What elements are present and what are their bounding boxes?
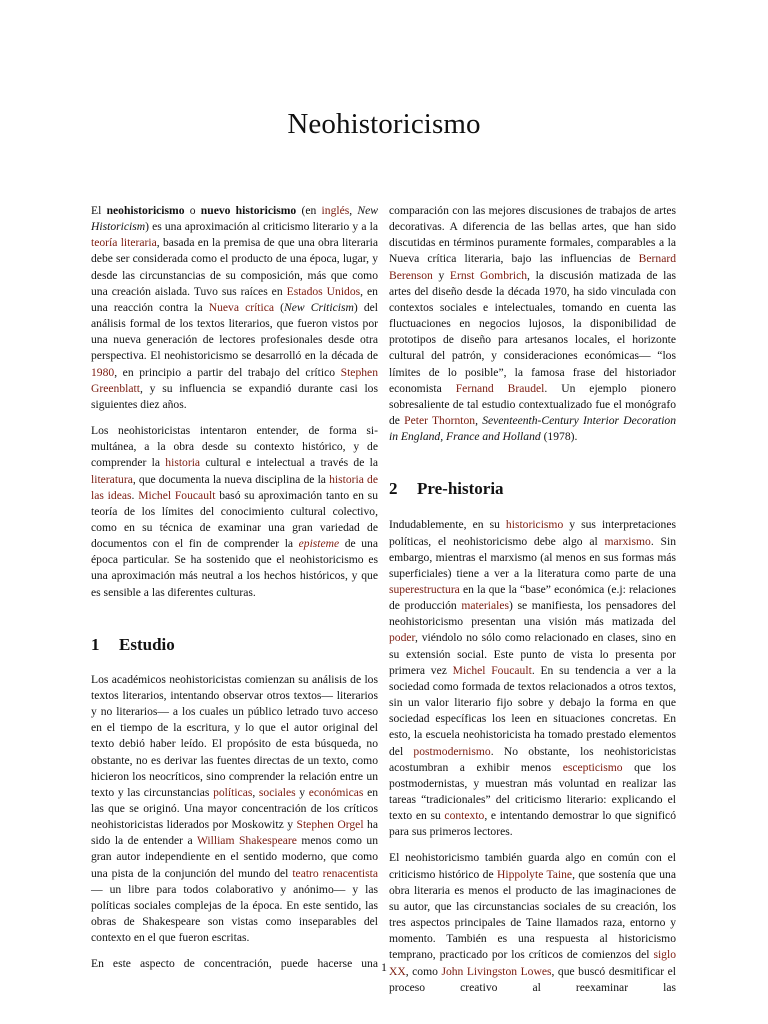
link-estados-unidos[interactable]: Estados Unidos: [286, 284, 361, 298]
link-teoria-literaria[interactable]: teoría literaria: [91, 236, 157, 250]
link-sociales[interactable]: sociales: [258, 785, 296, 799]
page-number: 1: [381, 960, 387, 974]
link-1980[interactable]: 1980: [91, 365, 115, 379]
link-escepticismo[interactable]: escepticismo: [562, 760, 623, 774]
section-1-heading: 1 Estudio: [91, 634, 175, 654]
link-materiales[interactable]: materiales: [461, 599, 509, 613]
link-postmodernismo[interactable]: postmodernismo: [413, 744, 491, 758]
section-1-paragraph-2-start: En este aspecto de concentración, puede hacerse una: [91, 957, 378, 971]
left-column: [91, 203, 378, 973]
intro-paragraph-1: El neohistoricismo o nuevo historicismo (en inglés, New Historicism) es una aproximación al criticismo literario y a la teoría literaria, basada en la premisa de que una obra literaria debe ser considerada como el producto de una época, lugar, y desde las circunstancias de su composición, más que como una creación aislada. Tuvo sus raíces en Estados Unidos, en una reacción contra la Nueva crítica (New Criticism) del análisis formal de los textos literarios, que fueron vistos por una nueva generación de lectores profesionales desde otra perspectiva. El neohistoricismo se desarrolló en la década de 1980, en principio a partir del trabajo del crítico Stephen Greenblatt, y su influencia se expandió durante casi los siguientes diez años.: [91, 204, 379, 411]
link-superestructura[interactable]: superestructura: [389, 582, 460, 596]
link-historicismo[interactable]: historicismo: [505, 518, 564, 532]
section-2-paragraph-1: Indudablemente, en su historicismo y sus interpretaciones políticas, el neohistoricismo debe algo al marxismo. Sin embargo, mientras el marxismo (al menos en sus formas más superficiales) tiene a ver a la literatura como parte de una superestructura en la que la “base” económica (e.j: relaciones de producción materiales) se manifiesta, los pensadores del neohistoricismo presentan una visión más matizada del poder, viéndolo no sólo como relacionado en clases, sino en su extensión social. Este punto de vista lo presenta por primera vez Michel Foucault. En su tendencia a ver a la sociedad como formada de textos relacionados a otros textos, sin un valor literario fijo sobre y debajo la forma en que sociedad específicas los leen en situaciones concretas. En esto, la escuela neohistoricista ha tomado prestado elementos del postmodernismo. No obstante, los neohistoricistas acostumbran a exhibir menos escepticismo que los postmodernistas, y muestran más voluntad en realizar las tareas “tradicionales” del criticismo literario: explicando el texto en su contexto, e intentando demostrar lo que significó para sus primeros lectores.: [389, 518, 677, 839]
link-michel-foucault[interactable]: Michel Foucault: [138, 488, 216, 502]
link-literatura[interactable]: literatura: [91, 472, 133, 486]
link-economicas[interactable]: económicas: [308, 785, 364, 799]
link-historia[interactable]: historia: [165, 456, 201, 470]
right-column: [389, 203, 676, 996]
link-nueva-critica[interactable]: Nueva crítica: [208, 300, 275, 314]
section-1-paragraph-1: Los académicos neohistoricistas comienzan su análisis de los textos literarios, intentando observar otros textos— literarios y no literarios— a los cuales un público letrado tuvo acceso en el tiempo de la escritura, y lo que el autor original del texto debió haber leído. El propósito de esta búsqueda, no obstante, no es derivar las fuentes directas de un texto, como hicieron los neocríticos, sino comprender la relación entre un texto y las circunstancias políticas, sociales y económicas en las que se originó. Una mayor concentración de los críticos neohistoricistas liderados por Moskowitz y Stephen Orgel ha sido la de entender a William Shakespeare menos como un gran autor independiente en el sentido moderno, que como una pista de la conjunción del mundo del teatro renacentista— un libre para todos colaborativo y anónimo— y las políticas sociales complejas de la época. En este sentido, las obras de Shakespeare son vistas como inseparables del contexto en el que fueron escritas.: [91, 672, 379, 945]
link-ernst-gombrich[interactable]: Ernst Gombrich: [449, 268, 528, 282]
link-marxismo[interactable]: marxismo: [604, 534, 651, 548]
link-william-shakespeare[interactable]: William Shakespeare: [196, 834, 297, 848]
link-poder[interactable]: poder: [389, 631, 415, 645]
link-john-livingston-lowes[interactable]: John Livingston Lowes: [441, 964, 552, 978]
link-peter-thornton[interactable]: Peter Thornton: [404, 414, 476, 428]
link-politicas[interactable]: políticas: [213, 785, 253, 799]
link-siglo-xx[interactable]: siglo XX: [389, 948, 676, 978]
link-contexto[interactable]: contexto: [444, 809, 485, 823]
link-teatro-renacentista[interactable]: teatro renacentista: [292, 866, 378, 880]
link-fernand-braudel[interactable]: Fernand Braudel: [455, 381, 545, 395]
link-historia-de-las-ideas[interactable]: historia de las ideas: [91, 472, 378, 502]
link-michel-foucault-2[interactable]: Michel Foucault: [452, 663, 532, 677]
link-ingles[interactable]: inglés: [321, 204, 350, 217]
section-2-paragraph-2: El neohistoricismo también guarda algo en común con el criticismo histórico de Hippolyte Taine, que sostenía que una obra literaria es menos el producto de las imaginaciones de su autor, que las circunstancias sociales de su creación, los tres aspectos principales de Taine llamados raza, entorno y momento. También es una respuesta al historicismo temprano, practicado por los críticos de comienzos del siglo XX, como John Livingston Lowes, que buscó desmitificar el proceso creativo al reexaminar las: [389, 851, 676, 994]
link-bernard-berenson[interactable]: Bernard Berenson: [389, 252, 676, 282]
link-episteme[interactable]: episteme: [298, 537, 340, 551]
link-hippolyte-taine[interactable]: Hippolyte Taine: [496, 867, 573, 881]
link-stephen-orgel[interactable]: Stephen Orgel: [296, 818, 364, 832]
page-title: Neohistoricismo: [287, 108, 481, 140]
intro-paragraph-2: Los neohistoricistas intentaron entender, de forma simultánea, a la obra desde su contexto histórico, y de comprender la historia cultural e intelectual a través de la literatura, que documenta la nueva disciplina de la historia de las ideas. Michel Foucault basó su aproximación tanto en su teoría de los límites del conocimiento cultural colectivo, como en su técnica de examinar una gran variedad de documentos con el fin de comprender la episteme de una época particular. Se ha sostenido que el neohistoricismo es una aproximación más neutral a los hechos históricos, y que es sensible a las diferentes culturas.: [91, 424, 379, 599]
section-2-heading: 2 Pre-historia: [389, 479, 504, 499]
link-stephen-greenblatt[interactable]: Stephen Greenblatt: [91, 365, 378, 395]
section-1-paragraph-2-cont: comparación con las mejores discusiones de trabajos de artes decorativas. A diferencia de las bellas artes, que han sido discutidas en términos puramente formales, comparables a la Nueva crítica literaria, bajo las influencias de Bernard Berenson y Ernst Gombrich, la discusión matizada de las artes del diseño desde la década 1970, ha sido vinculada con contextos sociales e intelectuales, tomando en cuenta las fluctuaciones en negocios lujosos, la disponibilidad de prototipos de diseño para artesanos locales, el horizonte cultural del patrón, y consideraciones económicas— “los límites de lo posible”, la famosa frase del historiador economista Fernand Braudel. Un ejemplo pionero sobresaliente de tal estudio contextualizado fue el monógrafo de Peter Thornton, Seventeenth-Century Interior Decoration in England, France and Holland (1978).: [389, 204, 677, 444]
